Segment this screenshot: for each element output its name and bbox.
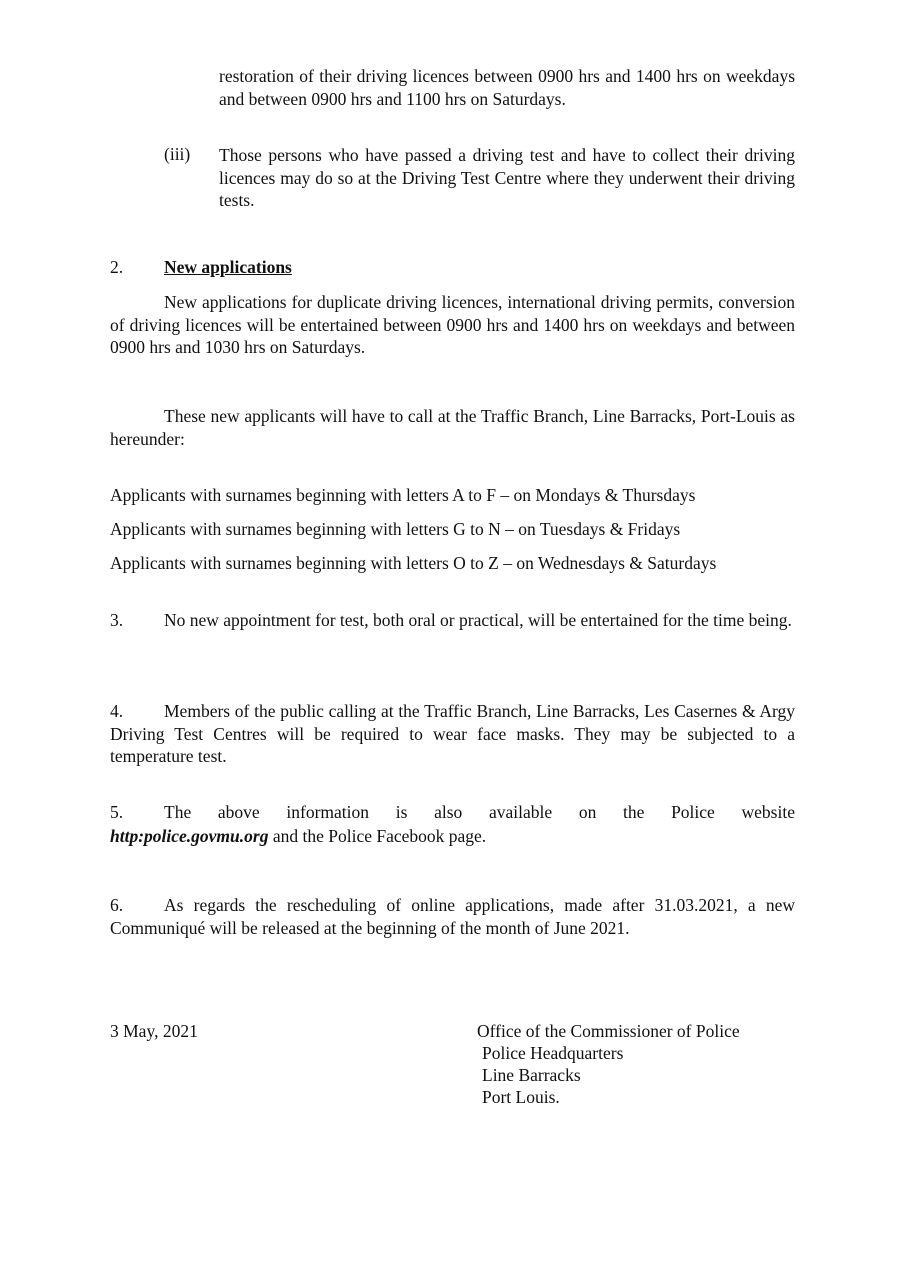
section-2-paragraph-applicants: These new applicants will have to call at the Traffic Branch, Line Barracks, Port-Louis as hereunder: [110,406,795,449]
section-6 [110,894,795,939]
address-line-1: Police Headquarters [482,1043,624,1063]
section-5-word: is [395,802,408,822]
section-5-word: information [286,802,370,822]
section-6-number: 6. [110,895,124,915]
section-3 [110,609,795,632]
section-5-line-2-rest: and the Police Facebook page. [272,826,487,846]
item-ii-continuation: restoration of their driving licences between 0900 hrs and 1400 hrs on weekdays and between 0900 hrs and 1100 hrs on Saturdays. [219,66,795,109]
section-5-line-1 [164,801,795,824]
section-3-number: 3. [110,610,124,630]
section-5-word: the [623,802,645,822]
section-5-word: Police [671,802,715,822]
schedule-line-o-z: Applicants with surnames beginning with letters O to Z – on Wednesdays & Saturdays [110,553,717,573]
section-4-number: 4. [110,701,124,721]
schedule-line-g-n: Applicants with surnames beginning with letters G to N – on Tuesdays & Fridays [110,519,681,539]
section-5-number: 5. [110,802,124,822]
issuing-office: Office of the Commissioner of Police [477,1021,740,1041]
section-5-line-2 [110,825,486,848]
section-5-word: website [741,802,795,822]
section-5-word: available [488,802,553,822]
section-5-word: The [164,802,192,822]
address-line-3: Port Louis. [482,1087,560,1107]
item-iii-text: Those persons who have passed a driving test and have to collect their driving licences may do so at the Driving Test Centre where they underwent their driving tests. [219,145,795,210]
item-iii-marker: (iii) [164,144,191,164]
section-3-text: No new appointment for test, both oral or practical, will be entertained for the time being. [164,610,792,630]
section-5-word: also [434,802,463,822]
section-6-text: As regards the rescheduling of online applications, made after 31.03.2021, a new Communiqué will be released at the beginning of the month of June 2021. [110,895,795,938]
section-5-word: on [578,802,597,822]
section-4-text: Members of the public calling at the Traffic Branch, Line Barracks, Les Casernes & Argy Driving Test Centres will be required to wear face masks. They may be subjected to a temperature test. [110,701,795,766]
police-website-link[interactable]: http:police.govmu.org [110,826,269,846]
section-2-paragraph: New applications for duplicate driving licences, international driving permits, conversion of driving licences will be entertained between 0900 hrs and 1400 hrs on weekdays and between 0900 hrs and 1030 hrs on Saturdays. [110,292,795,357]
address-line-2: Line Barracks [482,1065,581,1085]
section-2-heading: New applications [164,257,292,277]
schedule-line-a-f: Applicants with surnames beginning with letters A to F – on Mondays & Thursdays [110,485,696,505]
section-5-word: above [217,802,260,822]
section-2-number: 2. [110,257,124,277]
communique-date: 3 May, 2021 [110,1021,198,1041]
section-4 [110,700,795,768]
